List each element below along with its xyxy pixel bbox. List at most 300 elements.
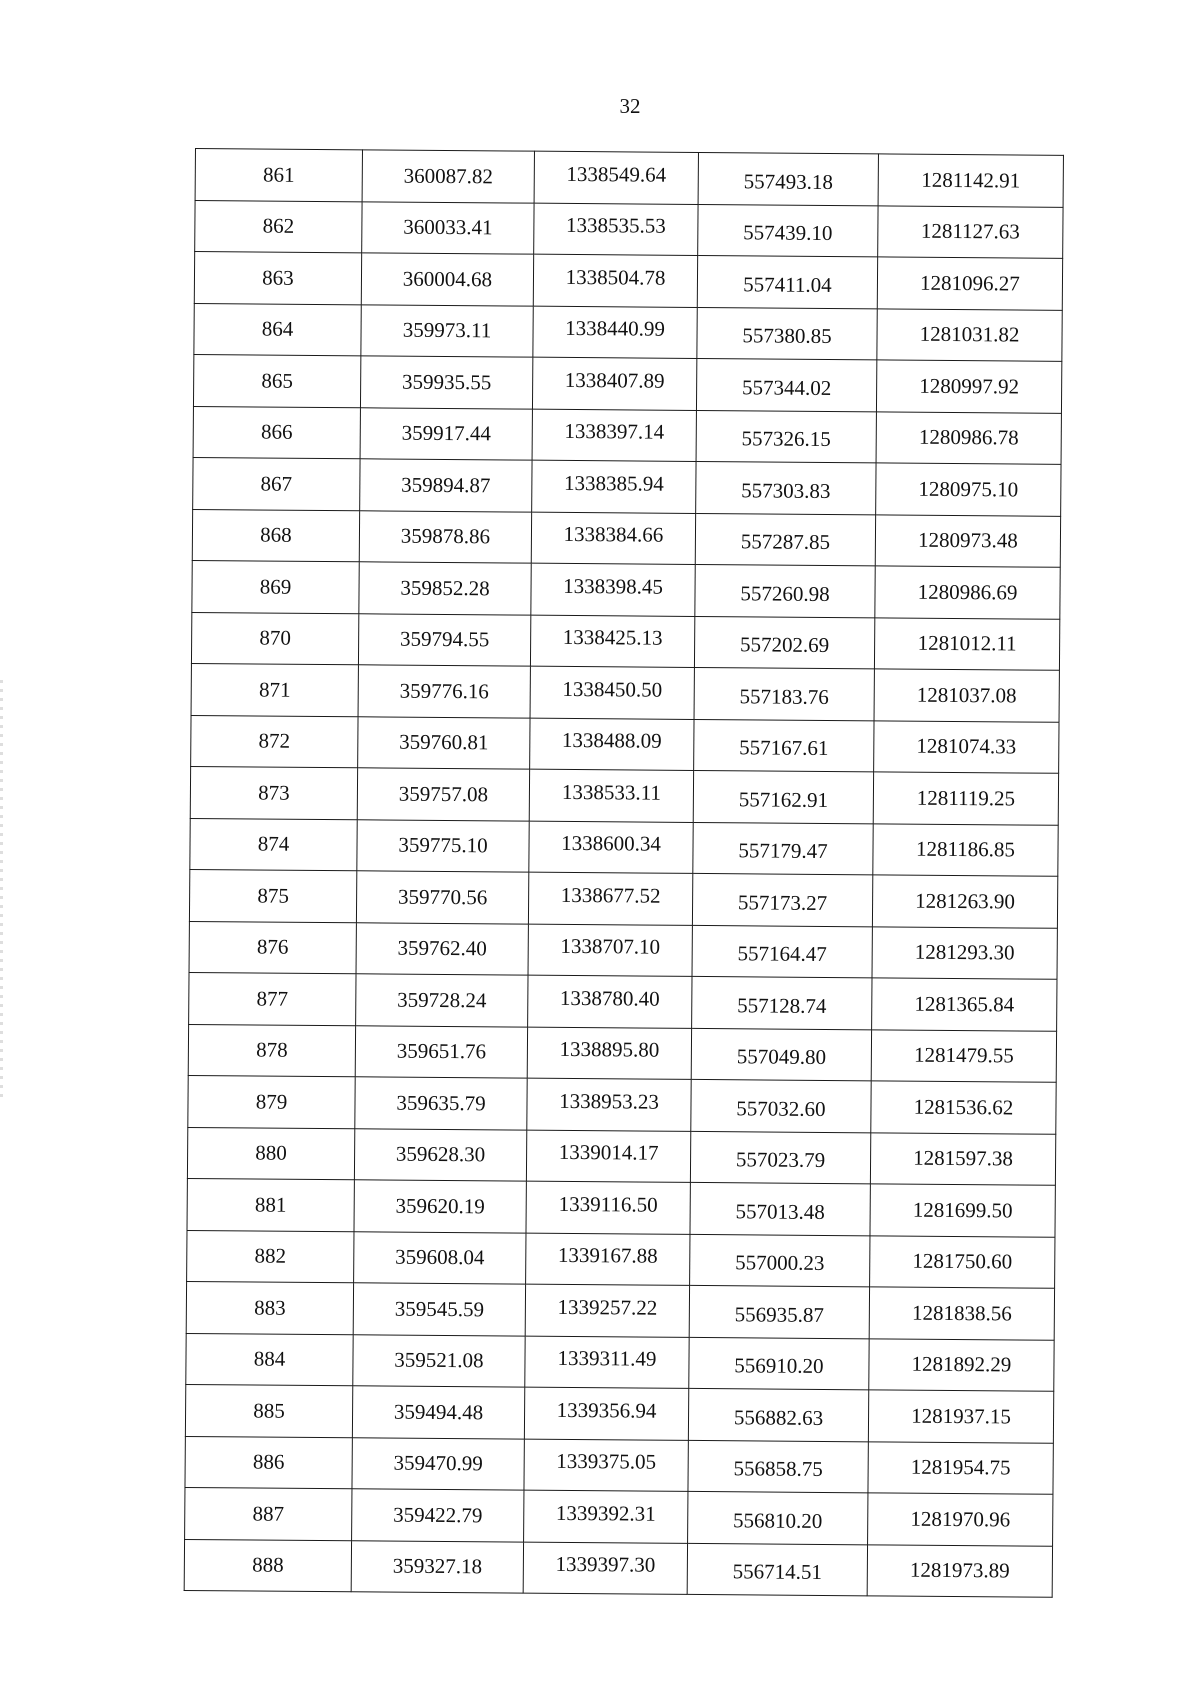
cell-value: 886 bbox=[252, 1449, 285, 1474]
x2-coordinate-cell bbox=[693, 770, 873, 823]
y-coordinate-cell bbox=[533, 254, 697, 307]
cell-value: 1281031.82 bbox=[919, 321, 1020, 347]
x-coordinate-cell bbox=[355, 1025, 527, 1078]
cell-value: 557000.23 bbox=[735, 1250, 825, 1276]
y2-coordinate-cell bbox=[876, 411, 1061, 464]
y2-coordinate-cell bbox=[875, 514, 1060, 567]
table-row bbox=[191, 715, 1059, 773]
x-coordinate-cell bbox=[353, 1283, 525, 1336]
y-coordinate-cell bbox=[527, 1027, 691, 1080]
point-number-cell bbox=[186, 1333, 353, 1386]
x-coordinate-cell bbox=[352, 1386, 524, 1439]
y-coordinate-cell bbox=[526, 1233, 690, 1286]
cell-value: 1338895.80 bbox=[559, 1037, 660, 1062]
point-number-cell bbox=[188, 1024, 355, 1077]
y-coordinate-cell bbox=[528, 975, 692, 1028]
table-row bbox=[195, 149, 1063, 207]
cell-value: 557380.85 bbox=[742, 323, 832, 349]
y2-coordinate-cell bbox=[867, 1544, 1052, 1597]
cell-value: 1281074.33 bbox=[916, 733, 1017, 759]
table-row bbox=[187, 1178, 1055, 1236]
cell-value: 1339356.94 bbox=[556, 1397, 657, 1423]
cell-value: 557260.98 bbox=[740, 581, 830, 606]
x-coordinate-cell bbox=[360, 356, 532, 409]
cell-value: 868 bbox=[260, 522, 292, 548]
point-number-cell bbox=[195, 149, 362, 202]
cell-value: 1338385.94 bbox=[563, 470, 664, 496]
y-coordinate-cell bbox=[532, 409, 696, 462]
cell-value: 878 bbox=[256, 1037, 288, 1063]
cell-value: 1281973.89 bbox=[909, 1557, 1010, 1583]
point-number-cell bbox=[185, 1487, 352, 1540]
cell-value: 1280986.78 bbox=[918, 424, 1019, 450]
cell-value: 359494.48 bbox=[393, 1399, 484, 1425]
cell-value: 1338450.50 bbox=[562, 676, 663, 702]
cell-value: 1280986.69 bbox=[917, 579, 1018, 605]
y2-coordinate-cell bbox=[874, 617, 1059, 670]
cell-value: 1338425.13 bbox=[562, 625, 663, 650]
x2-coordinate-cell bbox=[690, 1182, 870, 1235]
x2-coordinate-cell bbox=[690, 1131, 870, 1184]
y-coordinate-cell bbox=[530, 666, 694, 719]
y2-coordinate-cell bbox=[870, 1184, 1055, 1237]
cell-value: 1338535.53 bbox=[565, 213, 666, 238]
cell-value: 557202.69 bbox=[739, 632, 830, 658]
point-number-cell bbox=[190, 766, 357, 819]
cell-value: 359973.11 bbox=[402, 317, 492, 343]
y-coordinate-cell bbox=[524, 1439, 688, 1492]
cell-value: 556935.87 bbox=[734, 1302, 825, 1327]
cell-value: 359620.19 bbox=[395, 1193, 485, 1219]
x2-coordinate-cell bbox=[692, 925, 872, 978]
x-coordinate-cell bbox=[362, 150, 534, 203]
coordinate-table-wrapper bbox=[184, 148, 1064, 1598]
cell-value: 877 bbox=[256, 986, 289, 1011]
x2-coordinate-cell bbox=[698, 204, 878, 257]
point-number-cell bbox=[191, 663, 358, 716]
y-coordinate-cell bbox=[531, 512, 695, 565]
cell-value: 870 bbox=[259, 625, 291, 651]
table-row bbox=[192, 509, 1060, 567]
cell-value: 359728.24 bbox=[397, 987, 487, 1013]
y-coordinate-cell bbox=[529, 821, 693, 874]
cell-value: 359935.55 bbox=[401, 369, 492, 395]
table-row bbox=[187, 1127, 1055, 1185]
y2-coordinate-cell bbox=[872, 978, 1057, 1031]
cell-value: 556910.20 bbox=[734, 1353, 824, 1379]
cell-value: 360087.82 bbox=[403, 163, 494, 189]
y2-coordinate-cell bbox=[877, 257, 1062, 310]
point-number-cell bbox=[193, 354, 360, 407]
y2-coordinate-cell bbox=[870, 1235, 1055, 1288]
x-coordinate-cell bbox=[358, 613, 530, 666]
y2-coordinate-cell bbox=[878, 154, 1063, 207]
cell-value: 1338780.40 bbox=[559, 985, 660, 1011]
x-coordinate-cell bbox=[354, 1231, 526, 1284]
cell-value: 880 bbox=[255, 1140, 287, 1166]
y2-coordinate-cell bbox=[878, 205, 1063, 258]
cell-value: 1339397.30 bbox=[555, 1552, 656, 1577]
y2-coordinate-cell bbox=[872, 926, 1057, 979]
x2-coordinate-cell bbox=[693, 822, 873, 875]
x2-coordinate-cell bbox=[690, 1234, 870, 1287]
x-coordinate-cell bbox=[361, 304, 533, 357]
table-row bbox=[188, 1024, 1056, 1082]
x2-coordinate-cell bbox=[694, 667, 874, 720]
cell-value: 359762.40 bbox=[397, 935, 487, 961]
y2-coordinate-cell bbox=[871, 1029, 1056, 1082]
cell-value: 1281186.85 bbox=[915, 836, 1016, 862]
y-coordinate-cell bbox=[525, 1336, 689, 1389]
cell-value: 874 bbox=[257, 831, 290, 857]
point-number-cell bbox=[189, 869, 356, 922]
y2-coordinate-cell bbox=[875, 566, 1060, 619]
x2-coordinate-cell bbox=[694, 616, 874, 669]
x2-coordinate-cell bbox=[697, 307, 877, 360]
x2-coordinate-cell bbox=[696, 461, 876, 514]
cell-value: 1280997.92 bbox=[919, 373, 1020, 399]
cell-value: 359608.04 bbox=[395, 1244, 485, 1270]
cell-value: 359794.55 bbox=[399, 626, 490, 652]
cell-value: 557303.83 bbox=[741, 478, 831, 503]
cell-value: 1339167.88 bbox=[557, 1243, 658, 1268]
x-coordinate-cell bbox=[356, 871, 528, 924]
y-coordinate-cell bbox=[534, 151, 698, 204]
x2-coordinate-cell bbox=[695, 513, 875, 566]
cell-value: 557164.47 bbox=[737, 941, 827, 967]
table-row bbox=[189, 972, 1057, 1030]
x-coordinate-cell bbox=[358, 716, 530, 769]
cell-value: 1338488.09 bbox=[561, 728, 662, 753]
y-coordinate-cell bbox=[526, 1130, 690, 1183]
cell-value: 862 bbox=[262, 213, 295, 239]
cell-value: 1338707.10 bbox=[560, 934, 661, 959]
table-row bbox=[191, 612, 1059, 670]
y2-coordinate-cell bbox=[876, 463, 1061, 516]
scan-edge-marks bbox=[0, 680, 3, 1100]
cell-value: 1339392.31 bbox=[555, 1500, 656, 1526]
table-row bbox=[185, 1384, 1053, 1442]
point-number-cell bbox=[187, 1178, 354, 1231]
y2-coordinate-cell bbox=[870, 1132, 1055, 1185]
cell-value: 359852.28 bbox=[400, 575, 490, 601]
cell-value: 1338384.66 bbox=[563, 522, 664, 547]
x-coordinate-cell bbox=[354, 1180, 526, 1233]
x-coordinate-cell bbox=[356, 974, 528, 1027]
cell-value: 1338407.89 bbox=[564, 367, 665, 393]
cell-value: 359651.76 bbox=[396, 1038, 487, 1064]
y-coordinate-cell bbox=[524, 1490, 688, 1543]
table-row bbox=[184, 1539, 1052, 1597]
point-number-cell bbox=[184, 1539, 351, 1592]
cell-value: 557179.47 bbox=[738, 838, 828, 864]
point-number-cell bbox=[190, 818, 357, 871]
cell-value: 360033.41 bbox=[403, 214, 493, 240]
cell-value: 1338549.64 bbox=[566, 161, 667, 187]
point-number-cell bbox=[185, 1436, 352, 1489]
point-number-cell bbox=[193, 457, 360, 510]
y-coordinate-cell bbox=[526, 1181, 690, 1234]
cell-value: 557167.61 bbox=[739, 735, 829, 761]
cell-value: 873 bbox=[258, 780, 290, 805]
cell-value: 1281127.63 bbox=[920, 218, 1020, 244]
y2-coordinate-cell bbox=[876, 360, 1061, 413]
table-row bbox=[191, 663, 1059, 721]
cell-value: 557411.04 bbox=[743, 272, 832, 297]
page-number: 32 bbox=[619, 94, 641, 118]
point-number-cell bbox=[189, 921, 356, 974]
x2-coordinate-cell bbox=[695, 564, 875, 617]
x-coordinate-cell bbox=[357, 819, 529, 872]
y-coordinate-cell bbox=[530, 615, 694, 668]
cell-value: 557032.60 bbox=[736, 1096, 826, 1121]
table-row bbox=[185, 1487, 1053, 1545]
table-row bbox=[185, 1436, 1053, 1494]
cell-value: 359917.44 bbox=[401, 420, 491, 446]
cell-value: 556882.63 bbox=[733, 1405, 824, 1430]
table-row bbox=[192, 560, 1060, 618]
cell-value: 557287.85 bbox=[740, 529, 831, 555]
cell-value: 359775.10 bbox=[398, 832, 488, 858]
point-number-cell bbox=[185, 1384, 352, 1437]
x-coordinate-cell bbox=[360, 459, 532, 512]
cell-value: 557049.80 bbox=[736, 1044, 827, 1070]
cell-value: 1281479.55 bbox=[913, 1042, 1014, 1068]
cell-value: 876 bbox=[256, 934, 289, 960]
x2-coordinate-cell bbox=[689, 1337, 869, 1390]
y-coordinate-cell bbox=[528, 872, 692, 925]
y2-coordinate-cell bbox=[874, 720, 1059, 773]
table-row bbox=[193, 406, 1061, 464]
x2-coordinate-cell bbox=[694, 719, 874, 772]
x-coordinate-cell bbox=[360, 407, 532, 460]
cell-value: 557183.76 bbox=[739, 684, 829, 709]
y-coordinate-cell bbox=[532, 357, 696, 410]
x2-coordinate-cell bbox=[692, 873, 872, 926]
cell-value: 887 bbox=[252, 1501, 285, 1526]
cell-value: 872 bbox=[258, 728, 291, 754]
table-row bbox=[190, 766, 1058, 824]
cell-value: 1280973.48 bbox=[917, 527, 1018, 553]
cell-value: 883 bbox=[254, 1295, 286, 1320]
cell-value: 557344.02 bbox=[741, 375, 832, 400]
cell-value: 1281293.30 bbox=[914, 939, 1015, 965]
cell-value: 888 bbox=[252, 1552, 284, 1577]
cell-value: 359470.99 bbox=[393, 1450, 483, 1476]
table-row bbox=[187, 1230, 1055, 1288]
cell-value: 1281892.29 bbox=[911, 1351, 1012, 1377]
cell-value: 885 bbox=[253, 1398, 285, 1423]
x-coordinate-cell bbox=[351, 1540, 523, 1593]
cell-value: 1339257.22 bbox=[557, 1294, 658, 1320]
x-coordinate-cell bbox=[359, 510, 531, 563]
x2-coordinate-cell bbox=[696, 410, 876, 463]
cell-value: 1338677.52 bbox=[560, 882, 661, 908]
cell-value: 1338600.34 bbox=[561, 831, 662, 856]
cell-value: 359521.08 bbox=[394, 1347, 484, 1373]
cell-value: 557128.74 bbox=[737, 993, 827, 1018]
y2-coordinate-cell bbox=[869, 1338, 1054, 1391]
coordinate-table-body bbox=[184, 149, 1063, 1598]
cell-value: 556714.51 bbox=[732, 1559, 823, 1585]
point-number-cell bbox=[188, 1075, 355, 1128]
y-coordinate-cell bbox=[524, 1387, 688, 1440]
cell-value: 884 bbox=[253, 1346, 286, 1371]
cell-value: 556858.75 bbox=[733, 1456, 823, 1482]
x2-coordinate-cell bbox=[687, 1543, 867, 1596]
x-coordinate-cell bbox=[354, 1128, 526, 1181]
point-number-cell bbox=[193, 406, 360, 459]
cell-value: 1280975.10 bbox=[918, 476, 1019, 502]
cell-value: 881 bbox=[254, 1192, 287, 1217]
table-row bbox=[194, 303, 1062, 361]
cell-value: 1281597.38 bbox=[913, 1145, 1014, 1171]
cell-value: 359757.08 bbox=[398, 781, 489, 807]
x2-coordinate-cell bbox=[688, 1491, 868, 1544]
point-number-cell bbox=[195, 200, 362, 253]
cell-value: 359776.16 bbox=[399, 678, 489, 704]
x-coordinate-cell bbox=[353, 1334, 525, 1387]
cell-value: 867 bbox=[260, 471, 293, 496]
x2-coordinate-cell bbox=[691, 1079, 871, 1132]
table-row bbox=[193, 354, 1061, 412]
cell-value: 861 bbox=[262, 162, 295, 187]
cell-value: 1281838.56 bbox=[911, 1300, 1012, 1326]
x2-coordinate-cell bbox=[696, 358, 876, 411]
cell-value: 557023.79 bbox=[735, 1147, 826, 1173]
y-coordinate-cell bbox=[532, 460, 696, 513]
cell-value: 360004.68 bbox=[402, 266, 493, 292]
y-coordinate-cell bbox=[523, 1542, 687, 1595]
cell-value: 359770.56 bbox=[397, 884, 488, 910]
coordinate-table bbox=[184, 148, 1064, 1598]
cell-value: 359878.86 bbox=[400, 523, 491, 549]
table-row bbox=[188, 1075, 1056, 1133]
cell-value: 557493.18 bbox=[743, 169, 833, 194]
cell-value: 1281699.50 bbox=[912, 1197, 1013, 1223]
cell-value: 1338533.11 bbox=[561, 779, 662, 805]
x2-coordinate-cell bbox=[692, 976, 872, 1029]
cell-value: 1281012.11 bbox=[917, 630, 1017, 656]
y2-coordinate-cell bbox=[871, 1081, 1056, 1134]
cell-value: 557162.91 bbox=[738, 787, 829, 812]
cell-value: 869 bbox=[259, 574, 292, 599]
x2-coordinate-cell bbox=[688, 1388, 868, 1441]
x-coordinate-cell bbox=[359, 562, 531, 615]
y2-coordinate-cell bbox=[873, 823, 1058, 876]
y2-coordinate-cell bbox=[869, 1287, 1054, 1340]
cell-value: 871 bbox=[258, 677, 291, 702]
y-coordinate-cell bbox=[530, 718, 694, 771]
cell-value: 1281263.90 bbox=[915, 888, 1016, 914]
y-coordinate-cell bbox=[534, 203, 698, 256]
cell-value: 359635.79 bbox=[396, 1090, 486, 1116]
cell-value: 557326.15 bbox=[741, 426, 831, 452]
y-coordinate-cell bbox=[531, 563, 695, 616]
cell-value: 359760.81 bbox=[399, 729, 489, 755]
table-row bbox=[190, 818, 1058, 876]
point-number-cell bbox=[192, 509, 359, 562]
cell-value: 1339375.05 bbox=[556, 1449, 657, 1474]
point-number-cell bbox=[187, 1127, 354, 1180]
y2-coordinate-cell bbox=[868, 1390, 1053, 1443]
x2-coordinate-cell bbox=[691, 1028, 871, 1081]
cell-value: 1281119.25 bbox=[916, 785, 1016, 811]
cell-value: 1281142.91 bbox=[921, 167, 1021, 193]
cell-value: 359545.59 bbox=[394, 1296, 485, 1322]
y-coordinate-cell bbox=[529, 769, 693, 822]
point-number-cell bbox=[191, 612, 358, 665]
y2-coordinate-cell bbox=[868, 1441, 1053, 1494]
table-row bbox=[186, 1281, 1054, 1339]
cell-value: 1281750.60 bbox=[912, 1248, 1013, 1274]
x-coordinate-cell bbox=[362, 201, 534, 254]
x-coordinate-cell bbox=[355, 1077, 527, 1130]
cell-value: 1339014.17 bbox=[558, 1140, 659, 1165]
y-coordinate-cell bbox=[528, 924, 692, 977]
cell-value: 1338397.14 bbox=[564, 419, 665, 444]
cell-value: 864 bbox=[261, 316, 294, 342]
cell-value: 865 bbox=[261, 368, 294, 393]
y2-coordinate-cell bbox=[872, 875, 1057, 928]
x-coordinate-cell bbox=[358, 665, 530, 718]
cell-value: 863 bbox=[262, 265, 294, 290]
table-row bbox=[186, 1333, 1054, 1391]
y2-coordinate-cell bbox=[868, 1493, 1053, 1546]
x2-coordinate-cell bbox=[698, 152, 878, 205]
table-row bbox=[194, 252, 1062, 310]
point-number-cell bbox=[191, 715, 358, 768]
table-row bbox=[195, 200, 1063, 258]
table-row bbox=[189, 921, 1057, 979]
cell-value: 1281096.27 bbox=[919, 270, 1020, 296]
cell-value: 1339116.50 bbox=[558, 1191, 658, 1217]
y2-coordinate-cell bbox=[877, 308, 1062, 361]
cell-value: 359628.30 bbox=[395, 1141, 486, 1167]
cell-value: 556810.20 bbox=[733, 1508, 823, 1533]
point-number-cell bbox=[192, 560, 359, 613]
point-number-cell bbox=[187, 1230, 354, 1283]
x-coordinate-cell bbox=[361, 253, 533, 306]
y-coordinate-cell bbox=[533, 306, 697, 359]
point-number-cell bbox=[194, 252, 361, 305]
table-row bbox=[193, 457, 1061, 515]
cell-value: 1338953.23 bbox=[559, 1088, 659, 1114]
cell-value: 879 bbox=[255, 1089, 288, 1114]
cell-value: 557173.27 bbox=[737, 890, 828, 915]
x2-coordinate-cell bbox=[697, 255, 877, 308]
cell-value: 1281970.96 bbox=[910, 1506, 1011, 1532]
cell-value: 359422.79 bbox=[393, 1502, 483, 1528]
x-coordinate-cell bbox=[356, 922, 528, 975]
table-row bbox=[189, 869, 1057, 927]
cell-value: 359894.87 bbox=[401, 472, 491, 498]
y-coordinate-cell bbox=[527, 1078, 691, 1131]
y-coordinate-cell bbox=[525, 1284, 689, 1337]
x-coordinate-cell bbox=[352, 1437, 524, 1490]
cell-value: 557439.10 bbox=[743, 220, 833, 246]
cell-value: 359327.18 bbox=[392, 1553, 483, 1579]
y2-coordinate-cell bbox=[874, 669, 1059, 722]
cell-value: 1281937.15 bbox=[911, 1403, 1012, 1429]
cell-value: 875 bbox=[257, 883, 289, 908]
point-number-cell bbox=[189, 972, 356, 1025]
cell-value: 1281536.62 bbox=[913, 1094, 1014, 1120]
cell-value: 1281037.08 bbox=[916, 682, 1017, 708]
cell-value: 1338440.99 bbox=[565, 316, 666, 341]
cell-value: 1281954.75 bbox=[910, 1454, 1011, 1480]
x-coordinate-cell bbox=[352, 1489, 524, 1542]
